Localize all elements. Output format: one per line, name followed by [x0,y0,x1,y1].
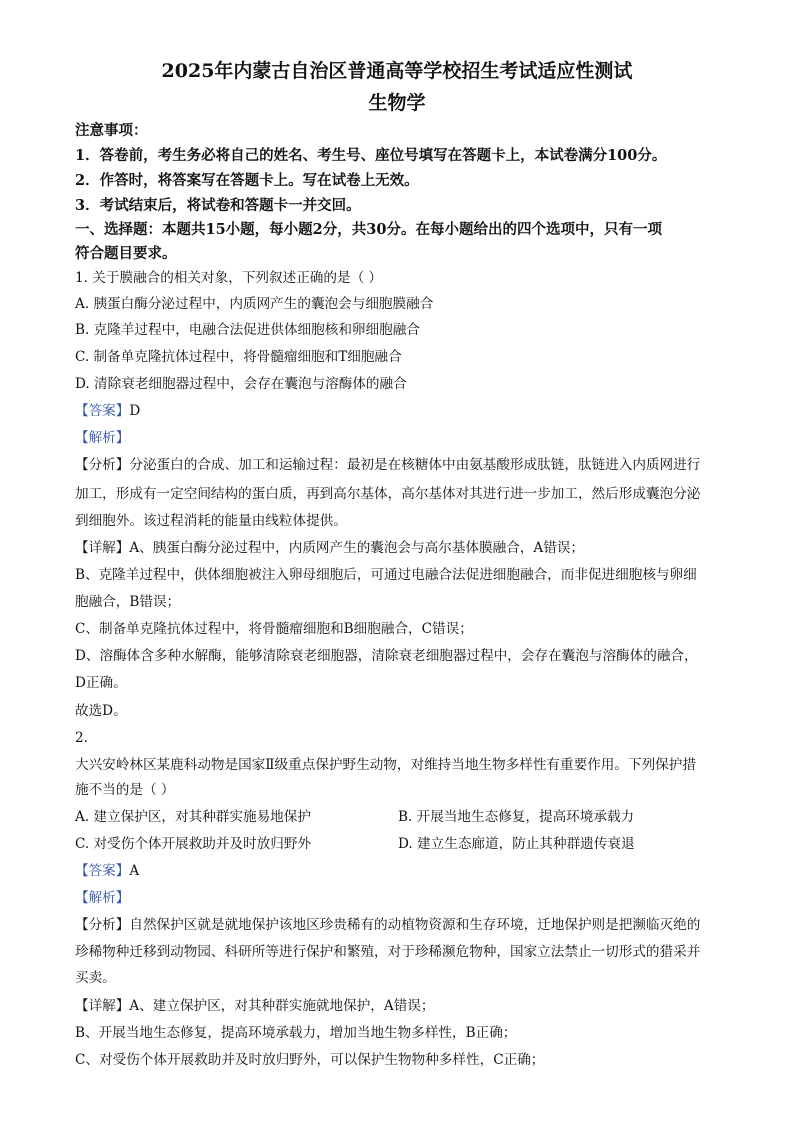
answer-value: D [129,403,141,419]
note-item: 3．考试结束后，将试卷和答题卡一并交回。 [75,197,361,214]
q1-detail-line: 故选D。 [75,703,127,719]
q1-fenxi-line: 到细胞外。该过程消耗的能量由线粒体提供。 [75,513,347,529]
q2-detail-line: B、开展当地生态修复，提高环境承载力，增加当地生物多样性，B正确； [75,1025,517,1041]
q2-fenxi-line: 珍稀物种迁移到动物园、科研所等进行保护和繁殖，对于珍稀濒危物种，国家立法禁止一切形式的猎采并 [75,944,701,960]
q1-answer [75,401,725,421]
q1-detail-line: 【详解】A、胰蛋白酶分泌过程中，内质网产生的囊泡会与高尔基体膜融合，A错误； [75,540,585,556]
subject-title: 生物学 [368,92,426,114]
q1-option-c: C. 制备单克隆抗体过程中，将骨髓瘤细胞和T细胞融合 [75,349,402,365]
q2-detail-line: 【详解】A、建立保护区，对其种群实施就地保护，A错误； [75,998,435,1014]
q1-detail-line: B、克隆羊过程中，供体细胞被注入卵母细胞后，可通过电融合法促进细胞融合，而非促进细胞核与卵细 [75,567,697,583]
section-instructions-cont: 符合题目要求。 [75,245,177,262]
q1-fenxi-line: 加工，形成有一定空间结构的蛋白质，再到高尔基体，高尔基体对其进行进一步加工，然后形成囊泡分泌 [75,486,701,502]
q1-detail-line: 胞融合，B错误； [75,594,181,610]
q2-detail-line: C、对受伤个体开展救助并及时放归野外，可以保护生物物种多样性，C正确； [75,1052,545,1068]
q1-detail-line: D正确。 [75,675,127,691]
answer-value: A [129,863,140,879]
q1-detail-line: D、溶酶体含多种水解酶，能够清除衰老细胞器，清除衰老细胞器过程中，会存在囊泡与溶酶体的融合， [75,648,698,664]
q2-analysis-tag: 【解析】 [75,890,130,906]
q2-stem: 大兴安岭林区某鹿科动物是国家Ⅱ级重点保护野生动物，对维持当地生物多样性有重要作用。下列保护措 [75,757,696,773]
q2-fenxi-line: 买卖。 [75,970,116,986]
q1-fenxi-line: 【分析】分泌蛋白的合成、加工和运输过程：最初是在核糖体中由氨基酸形成肽链，肽链进入内质网进行 [75,457,701,473]
q1-option-d: D. 清除衰老细胞器过程中，会存在囊泡与溶酶体的融合 [75,376,407,392]
notes-heading: 注意事项： [75,122,148,139]
q1-detail-line: C、制备单克隆抗体过程中，将骨髓瘤细胞和B细胞融合，C错误； [75,621,473,637]
answer-tag: 【答案】 [75,403,130,419]
exam-title: 2025年内蒙古自治区普通高等学校招生考试适应性测试 [161,60,633,82]
q2-option-c: C. 对受伤个体开展救助并及时放归野外 [75,836,312,852]
note-item: 1．答卷前，考生务必将自己的姓名、考生号、座位号填写在答题卡上，本试卷满分100分。 [75,147,667,164]
q1-option-a: A. 胰蛋白酶分泌过程中，内质网产生的囊泡会与细胞膜融合 [75,296,434,312]
answer-tag: 【答案】 [75,863,130,879]
section-instructions: 一、选择题：本题共15小题，每小题2分，共30分。在每小题给出的四个选项中，只有一项 [75,221,662,238]
q2-option-d: D. 建立生态廊道，防止其种群遗传衰退 [398,836,635,852]
q1-analysis-tag: 【解析】 [75,430,130,446]
q2-option-a: A. 建立保护区，对其种群实施易地保护 [75,809,311,825]
q2-number: 2. [75,730,88,746]
q2-option-b: B. 开展当地生态修复，提高环境承载力 [398,809,635,825]
q2-fenxi-line: 【分析】自然保护区就是就地保护该地区珍贵稀有的动植物资源和生存环境，迁地保护则是把濒临灭绝的 [75,917,701,933]
note-item: 2．作答时，将答案写在答题卡上。写在试卷上无效。 [75,172,419,189]
q1-stem: 1. 关于膜融合的相关对象，下列叙述正确的是（ ） [75,270,383,286]
q2-stem-cont: 施不当的是（ ） [75,782,175,798]
q1-option-b: B. 克隆羊过程中，电融合法促进供体细胞核和卵细胞融合 [75,322,420,338]
q2-answer [75,861,725,881]
